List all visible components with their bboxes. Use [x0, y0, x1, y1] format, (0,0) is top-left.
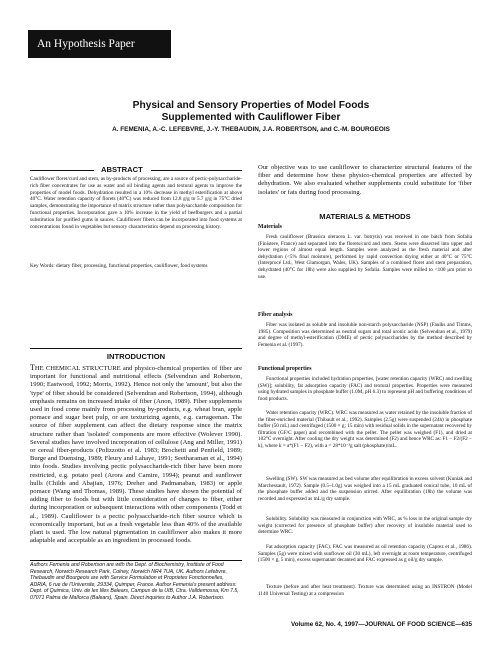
introduction-body: HE CHEMICAL STRUCTURE and physico-chemical properties of fiber are important for functional and nutritional effects (Selvendran and Robertson, 1990; Eastwood, 1992; Morris, 1992). Hence not only the 'amount', but also the 'type' of fiber should be considered (Selvendran and Robertson, 1994), although emphasis remains on increased intake of fiber (Anon, 1989). Fiber supplements used in food come mainly from processing by-products, e.g. wheat bran, apple pomace and sugar beet pulp, or are texturizing agents, e.g. carrageenan. The source of fiber supplement can affect the dietary response since the matrix structure rather than 'isolated' components are more effective (Wolever 1990). Several studies have involved incorporation of cellulose (Ang and Miller, 1991) or cereal fiber-products (Polizzotto et al. 1983; Brochetti and Penfield, 1989; Burge and Duensing, 1989; Fleury and Lahaye, 1991; Seetharaman et al., 1994) into foods. Studies involving pectic polysaccharide-rich fiber have been more restricted, e.g. potato peel (Arora and Camire, 1994); peanut and sunflower hulls (Childs and Abajian, 1976; Dreher and Padmanaban, 1983) or apple pomace (Wang and Thomas, 1989). These studies have shown the potential of adding fiber to foods but with little consideration of changes to fiber, either during incorporation or subsequent interactions with other components (Todd et al., 1989). Cauliflower is a pectic polysaccharide-rich fiber source which is economically important, but as a fresh vegetable less than 40% of the available plant is used. The low natural pigmentation in cauliflower also makes it more adaptable and acceptable as an ingredient in processed foods.	[30, 365, 242, 545]
author-list: A. FEMENIA, A.-C. LEFEBVRE, J.-Y. THEBAUDIN, J.A. ROBERTSON, and C.-M. BOURGEOIS	[112, 126, 390, 133]
fac-text: Fat adsorption capacity (FAC). FAC was measured as oil retention capacity (Caprez et al., 1986). Samples (5g) were mixed with sunflower oil (30 mL), left overnight at room temperature, centrifuged (1500 × g, 5 min), excess supernatant decanted and FAC expressed as g oil/g dry sample.	[258, 544, 472, 564]
swelling-text: Swelling (SW). SW was measured as bed volume after equilibration in excess solvent (Kuniak and Marchessault, 1972). Sample (0.5–1.0g) was weighed into a 15 mL graduated conical tube, 10 mL of the phosphate buffer added and the suspension stirred. After equilibration (18h) the volume was recorded and expressed as mL/g dry sample.	[258, 476, 472, 502]
materials-heading: Materials	[258, 224, 282, 230]
functional-properties-text: Functional properties included hydration properties, [water retention capacity (WRC) and swelling (SW)]; solubility, fat adsorption capacity (FAC) and textural properties. Properties were measured using hydrated samples in phosphate buffer (1.0M, pH 6.3) to represent pH and buffering conditions of food products.	[258, 376, 472, 402]
page-title: Physical and Sensory Properties of Model Foods	[132, 100, 370, 111]
objective-text: Our objective was to use cauliflower to characterize structural features of the fiber and determine how these physico-chemical properties are affected by dehydration. We also evaluated whether supplements could substitute for 'fiber isolates' or fats during food processing.	[258, 164, 472, 196]
banner-label: An Hypothesis Paper	[37, 38, 135, 50]
paper-type-banner	[28, 30, 171, 58]
page-footer: Volume 62, No. 4, 1997—JOURNAL OF FOOD SCIENCE—635	[290, 621, 472, 628]
methods-heading: MATERIALS & METHODS	[319, 212, 411, 221]
abstract-heading: ABSTRACT	[101, 165, 143, 174]
wrc-text: Water retention capacity (WRC). WRC was measured as water retained by the insoluble fraction of the fiber-enriched material (Thibault et al., 1992). Samples (2.5g) were suspended (24h) in phosphate buffer (50 mL) and centrifuged (1500 × g; 15 min) with residual solids in the supernatant recovered by filtration (GF/C paper) and recombined with the pellet. The pellet was weighed (F1), and dried at 102°C overnight. After cooling the dry weight was determined (F2) and hence WRC as: F1 − F2/(F2 − k), where k = a*(F1 − F2), with a = 28*10⁻³g salt (phosphate)/mL.	[258, 410, 472, 449]
solubility-text: Solubility. Solubility was measured in conjunction with WRC, as % loss in the original sample dry weight (corrected for presence of phosphate buffer) after recovery of insoluble material used to determine WRC.	[258, 516, 472, 536]
functional-properties-heading: Functional properties	[258, 366, 312, 372]
fiber-analysis-heading: Fiber analysis	[258, 312, 293, 318]
introduction-text	[30, 364, 242, 545]
key-words: Key Words: dietary fiber, processing, functional properties, cauliflower, food systems	[30, 263, 208, 269]
page-subtitle: Supplemented with Cauliflower Fiber	[161, 112, 341, 123]
author-affiliation-note: Authors Femenia and Robertson are with the Dept. of Biochemistry, Institute of Food Research, Norwich Research Park, Colney, Norwich NR4 7UA, UK. Authors Lefebvre, Thebaudin and Bourgeois are with Service Formulation et Proprietes Fonctionnelles, ADRIA, 6 rue de l'Universite, 29334, Quimper, France. Author Femenia's present address: Dept. of Quimica, Univ. de les Illes Balears, Campus de la UIB, Ctra. Valldemossa, Km 7.5, 07071 Palma de Mallorca (Balears), Spain. Direct inquiries to Author J.A. Robertson.	[30, 562, 239, 601]
texture-text: Texture (before and after heat treatment). Texture was determined using an INSTRON (Model 1140 Universal Testing) at a compression	[258, 584, 472, 597]
divider	[151, 170, 242, 171]
divider	[30, 348, 242, 349]
divider	[30, 170, 94, 171]
divider	[30, 560, 242, 561]
abstract-text: Cauliflower floret/curd and stem, as by-products of processing, are a source of pectic-polysaccharide-rich fiber concentrates for use as water and oil binding agents and textural agents to improve the properties of model foods. Dehydration resulted in a 10% decrease in methyl esterification at above 40°C. Water retention capacity of florets (40°C) was reduced from 12.8 g/g to 5.7 g/g in 75°C dried samples, demonstrating the importance of matrix structure rather than polysaccharide composition for functional properties. Incorporation gave a 10% increase in the yield of beefburgers and a partial substitution for purified gums in sauces. Cauliflower fibers can be incorporated into food systems at concentrations found in vegetables but sensory characteristics depend on processing history.	[30, 176, 242, 230]
materials-text: Fresh cauliflower (Brassica oleracea L. var. botrytis) was received in one batch from Sofalia (Finistere, France) and separated into the florets/curd and stem. Stems were dissected into upper and lower regions of almost equal length. Samples were analyzed as the fresh material and after dehydration (<5% final moisture), performed by rapid convection drying either at 40°C or 75°C (Interprocé Ltd., West Glamorgan, Wales, UK). Samples of a combined floret and stem preparation, dehydrated (40°C for 18h) were also supplied by Sofalia. Samples were milled to <100 µm prior to use.	[258, 234, 472, 280]
drop-cap: T	[30, 363, 35, 372]
introduction-heading: INTRODUCTION	[106, 352, 166, 361]
fiber-analysis-text: Fiber was isolated as soluble and insoluble non-starch polysaccharide (NSP) (Faulks and Timms, 1985). Composition was determined as neutral sugars and total uronic acids (Selvendran et al., 1979) and degree of methyl-esterification (DME) of pectic polysaccharides by the method described by Femenia et al. (1997).	[258, 322, 472, 348]
